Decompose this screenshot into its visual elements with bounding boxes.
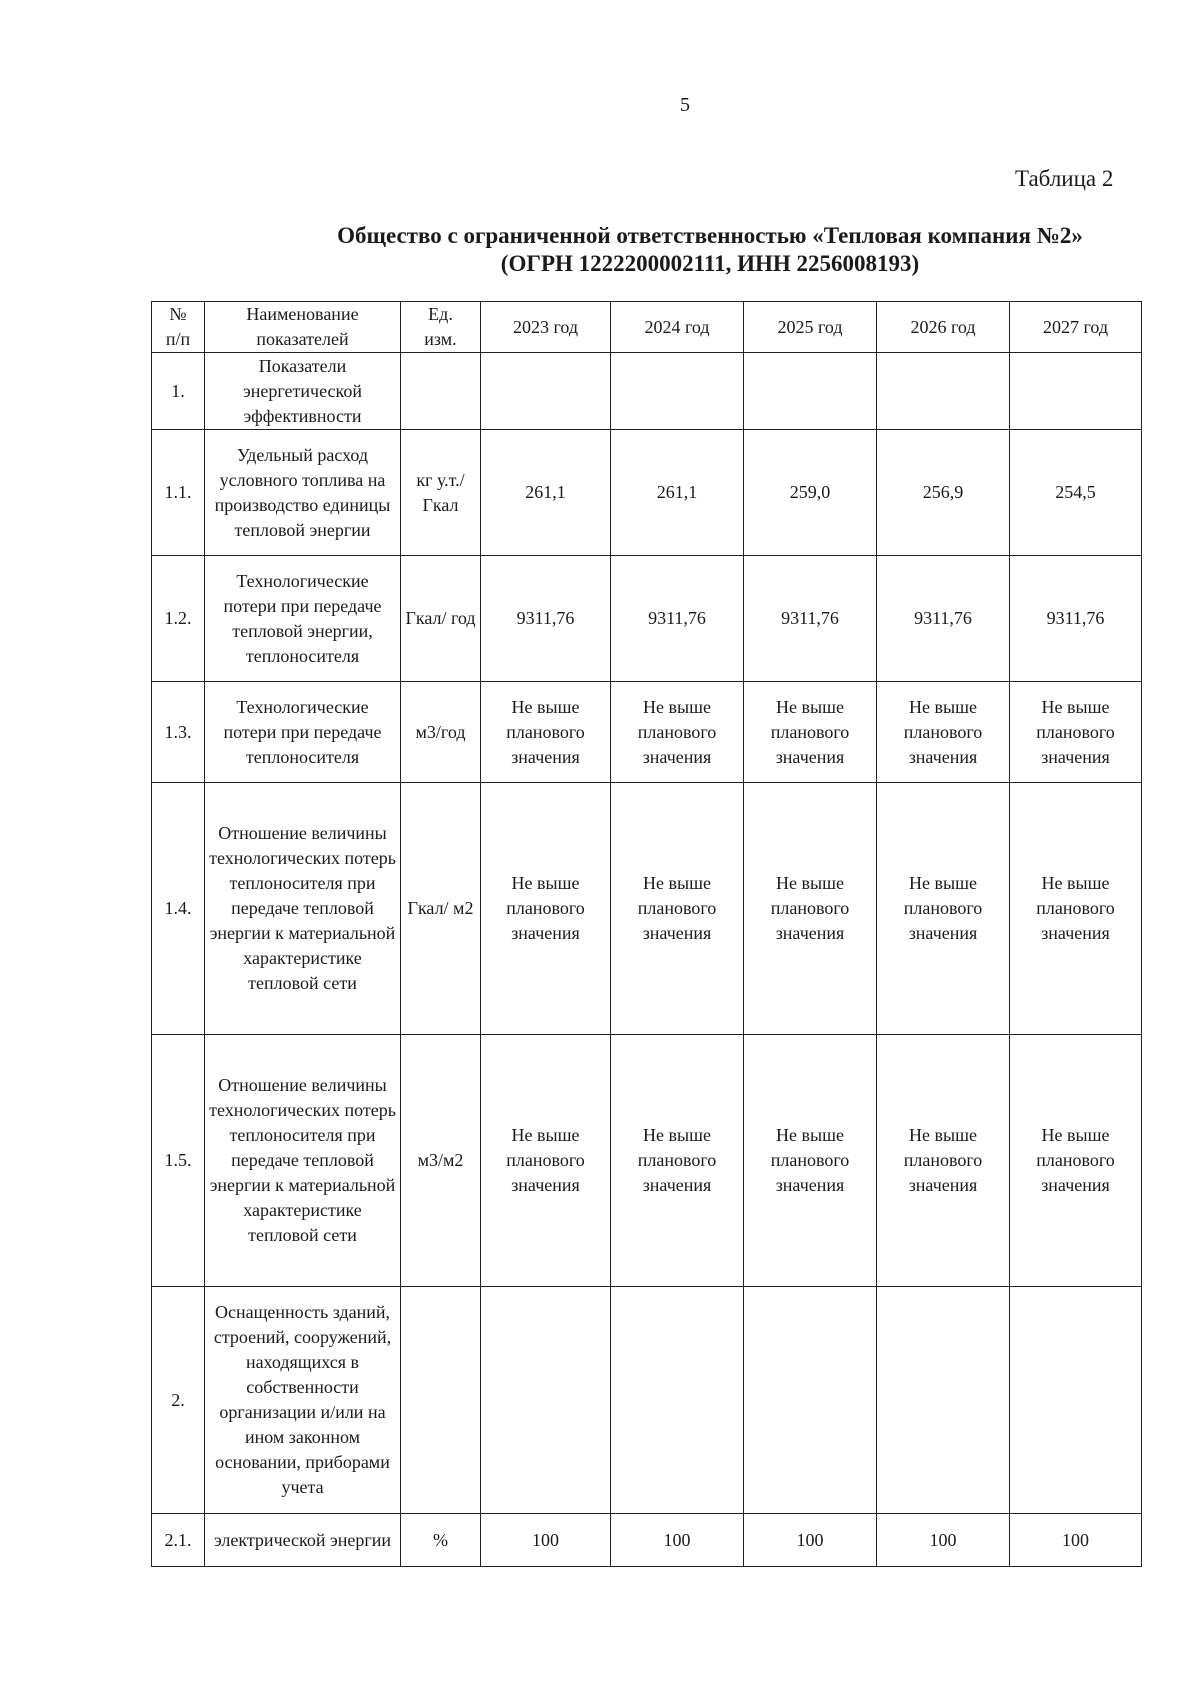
row-unit (401, 1287, 481, 1514)
row-unit: м3/м2 (401, 1035, 481, 1287)
row-value-2027: Не выше планового значения (1010, 783, 1142, 1035)
table-row (152, 1287, 1142, 1514)
header-year-2023: 2023 год (481, 302, 611, 353)
row-value-2025: Не выше планового значения (744, 1035, 877, 1287)
table-row (152, 682, 1142, 783)
indicators-table (151, 301, 1142, 1567)
row-unit: % (401, 1514, 481, 1567)
row-value-2023 (481, 1287, 611, 1514)
table-row (152, 1514, 1142, 1567)
row-value-2026: 100 (877, 1514, 1010, 1567)
table-row (152, 430, 1142, 556)
row-value-2024 (611, 353, 744, 430)
row-value-2027: 254,5 (1010, 430, 1142, 556)
table-label: Таблица 2 (1015, 166, 1114, 191)
row-name: Отношение величины технологических потерь теплоносителя при передаче тепловой энергии к материальной характеристике тепловой сети (205, 1035, 401, 1287)
table-row (152, 556, 1142, 682)
row-value-2023: 261,1 (481, 430, 611, 556)
table-row (152, 783, 1142, 1035)
row-value-2027: Не выше планового значения (1010, 1035, 1142, 1287)
row-value-2025 (744, 1287, 877, 1514)
title-line-2: (ОГРН 1222200002111, ИНН 2256008193) (500, 251, 920, 276)
row-value-2024: 100 (611, 1514, 744, 1567)
row-num: 2.1. (152, 1514, 205, 1567)
row-value-2026: 256,9 (877, 430, 1010, 556)
document-title (260, 222, 1160, 278)
row-value-2024 (611, 1287, 744, 1514)
row-name: Технологические потери при передаче теплоносителя (205, 682, 401, 783)
row-value-2023: Не выше планового значения (481, 682, 611, 783)
row-value-2026: Не выше планового значения (877, 1035, 1010, 1287)
header-name (205, 302, 401, 353)
row-value-2024: 261,1 (611, 430, 744, 556)
header-year-2027: 2027 год (1010, 302, 1142, 353)
row-value-2026 (877, 1287, 1010, 1514)
header-year-2026: 2026 год (877, 302, 1010, 353)
header-year-2025: 2025 год (744, 302, 877, 353)
row-unit: кг у.т./ Гкал (401, 430, 481, 556)
row-value-2023 (481, 353, 611, 430)
row-name: электрической энергии (205, 1514, 401, 1567)
row-value-2024: Не выше планового значения (611, 1035, 744, 1287)
row-value-2027: Не выше планового значения (1010, 682, 1142, 783)
row-value-2025: Не выше планового значения (744, 682, 877, 783)
row-value-2024: Не выше планового значения (611, 682, 744, 783)
header-num-line-2: п/п (165, 329, 191, 349)
row-value-2027 (1010, 1287, 1142, 1514)
row-name: Технологические потери при передаче тепловой энергии, теплоносителя (205, 556, 401, 682)
row-num: 2. (152, 1287, 205, 1514)
row-value-2025: 9311,76 (744, 556, 877, 682)
row-value-2023: 9311,76 (481, 556, 611, 682)
row-name: Показатели энергетической эффективности (205, 353, 401, 430)
table-header-row (152, 302, 1142, 353)
row-value-2026: 9311,76 (877, 556, 1010, 682)
table-row (152, 1035, 1142, 1287)
row-num: 1.3. (152, 682, 205, 783)
row-value-2024: 9311,76 (611, 556, 744, 682)
row-value-2027: 100 (1010, 1514, 1142, 1567)
page-number: 5 (680, 94, 690, 116)
title-line-1: Общество с ограниченной ответственностью «Тепловая компания №2» (337, 223, 1083, 248)
header-unit-line-1: Ед. (428, 304, 453, 324)
row-value-2025: Не выше планового значения (744, 783, 877, 1035)
row-name: Отношение величины технологических потерь теплоносителя при передаче тепловой энергии к материальной характеристике тепловой сети (205, 783, 401, 1035)
row-value-2025: 259,0 (744, 430, 877, 556)
header-name-line-2: показателей (256, 329, 349, 349)
row-value-2024: Не выше планового значения (611, 783, 744, 1035)
row-value-2027 (1010, 353, 1142, 430)
row-unit: Гкал/ год (401, 556, 481, 682)
table-row (152, 353, 1142, 430)
row-value-2023: Не выше планового значения (481, 783, 611, 1035)
row-value-2026 (877, 353, 1010, 430)
header-num-line-1: № (169, 304, 187, 324)
row-num: 1.4. (152, 783, 205, 1035)
row-name: Оснащенность зданий, строений, сооружений, находящихся в собственности организации и/или на ином законном основании, приборами учета (205, 1287, 401, 1514)
header-unit-line-2: изм. (424, 329, 457, 349)
row-value-2026: Не выше планового значения (877, 783, 1010, 1035)
row-value-2025: 100 (744, 1514, 877, 1567)
row-value-2023: Не выше планового значения (481, 1035, 611, 1287)
header-name-line-1: Наименование (246, 304, 359, 324)
row-num: 1.2. (152, 556, 205, 682)
row-value-2026: Не выше планового значения (877, 682, 1010, 783)
row-num: 1. (152, 353, 205, 430)
row-unit: Гкал/ м2 (401, 783, 481, 1035)
row-value-2023: 100 (481, 1514, 611, 1567)
row-unit: м3/год (401, 682, 481, 783)
header-year-2024: 2024 год (611, 302, 744, 353)
header-unit (401, 302, 481, 353)
row-value-2025 (744, 353, 877, 430)
row-unit (401, 353, 481, 430)
row-num: 1.1. (152, 430, 205, 556)
row-num: 1.5. (152, 1035, 205, 1287)
row-name: Удельный расход условного топлива на производство единицы тепловой энергии (205, 430, 401, 556)
header-num (152, 302, 205, 353)
row-value-2027: 9311,76 (1010, 556, 1142, 682)
